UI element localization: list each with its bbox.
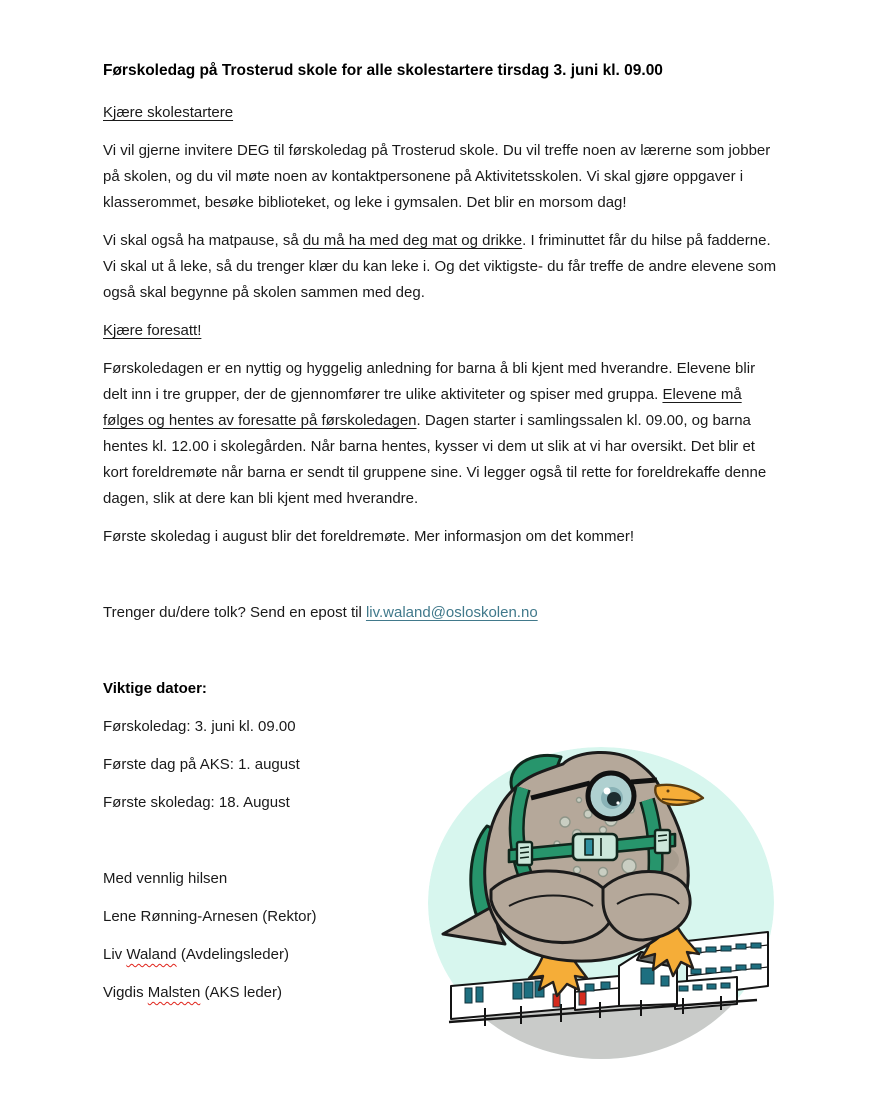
email-link[interactable]: liv.waland@osloskolen.no bbox=[365, 604, 538, 621]
misspelled-word: Waland bbox=[126, 946, 177, 963]
paragraph-interpreter: Trenger du/dere tolk? Send en epost til liv.waland@osloskolen.no bbox=[103, 604, 538, 621]
bird-school-illustration bbox=[425, 738, 777, 1063]
underlined-phrase-food: du må ha med deg mat og drikke bbox=[302, 232, 523, 249]
underlined-phrase-pickup: Elevene må følges og hentes av foresatte på førskoledagen bbox=[103, 386, 742, 429]
paragraph-august-note: Første skoledag i august blir det foreldremøte. Mer informasjon om det kommer! bbox=[103, 528, 635, 545]
signature-rektor: Lene Rønning-Arnesen (Rektor) bbox=[103, 908, 317, 925]
greeting-students: Kjære skolestartere bbox=[103, 104, 234, 121]
bird-wings bbox=[491, 871, 690, 943]
misspelled-word: Malsten bbox=[147, 984, 201, 1001]
date-line-aks: Første dag på AKS: 1. august bbox=[103, 756, 300, 773]
signature-avdelingsleder: Liv Waland (Avdelingsleder) bbox=[103, 946, 289, 963]
spacer bbox=[103, 638, 778, 676]
page-title: Førskoledag på Trosterud skole for alle skolestartere tirsdag 3. juni kl. 09.00 bbox=[103, 62, 663, 79]
signature-aks-leder: Vigdis Malsten (AKS leder) bbox=[103, 984, 282, 1001]
paragraph-intro: Vi vil gjerne invitere DEG til førskoledag på Trosterud skole. Du vil treffe noen av lærerne som jobber på skolen, og du vil møte noen av kontaktpersonene på Aktivitetsskolen. Vi skal gjøre oppgaver i klasserommet, besøke biblioteket, og leke i gymsalen. Det blir en morsom dag! bbox=[103, 142, 771, 211]
door-red bbox=[579, 992, 586, 1005]
date-line-skoledag: Første skoledag: 18. August bbox=[103, 794, 290, 811]
paragraph-parents-info: Førskoledagen er en nyttig og hyggelig anledning for barna å bli kjent med hverandre. Elevene blir delt inn i tre grupper, der de gjennomfører tre ulike aktiviteter og spiser med gruppa. Elevene må følges og hentes av foresatte på førskoledagen. Dagen starter i samlingssalen kl. 09.00, og barna hentes kl. 12.00 i skolegården. Når barna hentes, kysser vi dem ut slik at vi har oversikt. Det blir et kort foreldremøte når barna er sendt til gruppene sine. Vi legger også til rette for foreldrekaffe denne dagen, slik at dere kan bli kjent med hverandre. bbox=[103, 360, 767, 507]
closing-line: Med vennlig hilsen bbox=[103, 870, 228, 887]
spacer bbox=[103, 562, 778, 600]
greeting-parents: Kjære foresatt! bbox=[103, 322, 202, 339]
date-line-forskoledag: Førskoledag: 3. juni kl. 09.00 bbox=[103, 718, 296, 735]
paragraph-lunch: Vi skal også ha matpause, så du må ha med deg mat og drikke. I friminuttet får du hilse på fadderne. Vi skal ut å leke, så du trenger klær du kan leke i. Og det viktigste- du får treffe de andre elevene som også skal begynne på skolen sammen med deg. bbox=[103, 232, 777, 301]
strap-buckle bbox=[573, 834, 617, 860]
dates-heading: Viktige datoer: bbox=[103, 680, 207, 697]
